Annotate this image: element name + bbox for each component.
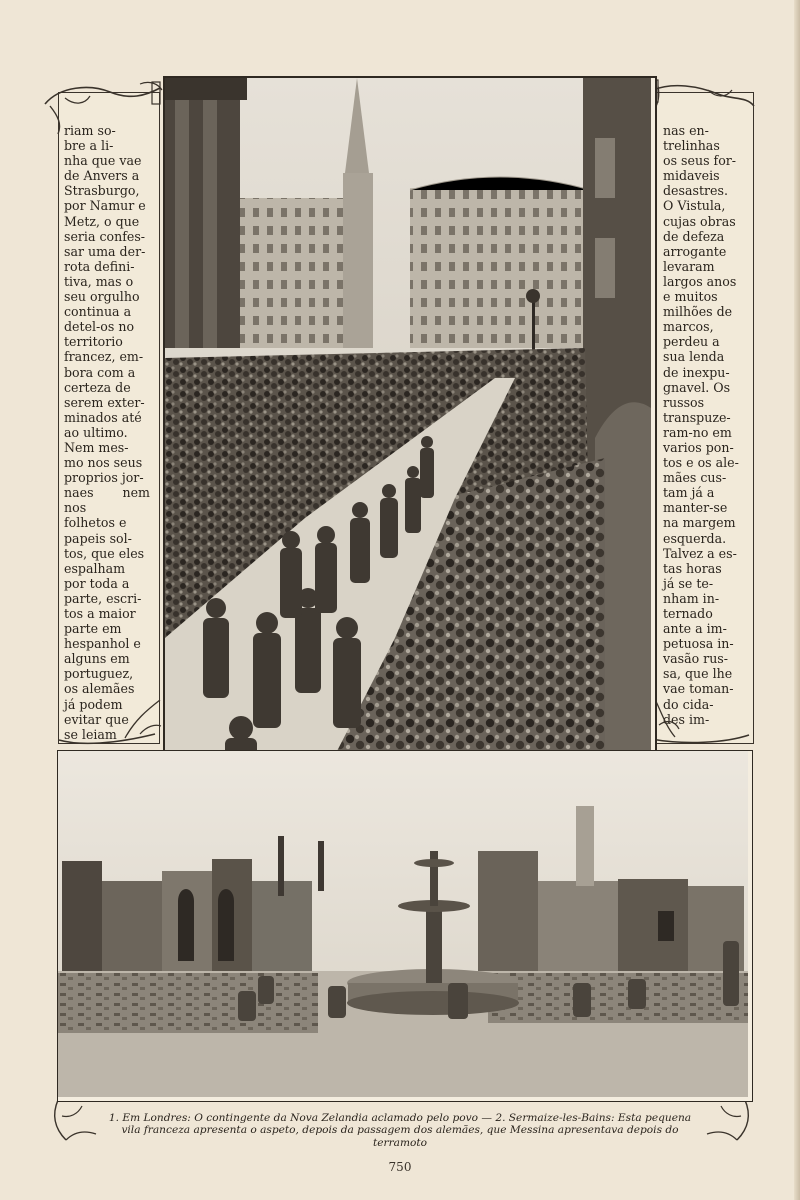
right-column-text: nas en- trelinhas os seus for- midaveis desastres. O Vistula, cujas obras de defeza arrogante levaram largos anos e muitos milhões de marcos, perdeu a sua lenda de inexpu- gnavel. Os russos transpuze- ram-no em varios pon- tos e os ale- mães cus- tam já a manter-se na margem esquerda. Talvez a es- tas horas já se te- nham in- ternado ante a im- petuosa in- vasão rus- sa, que lhe vae toman- do cida- des im- (663, 123, 739, 727)
ornament-top-right-icon (648, 76, 758, 126)
ornament-mid-right-icon (645, 685, 755, 750)
ornament-bottom-right-icon (695, 1096, 755, 1146)
right-text-column (652, 92, 754, 744)
ornament-mid-left-icon (55, 690, 165, 750)
left-column-text: riam so- bre a li- nha que vae de Anvers a Strasburgo, por Namur e Metz, o que seria confes- sar uma der- rota defini- tiva, mas o seu orgulho continua a detel-os no territorio francez, em- bora com a certeza de serem exter- minados até ao ultimo. Nem mes- mo nos seus proprios jor- naes nem nos folhetos e papeis sol- tos, que eles espalham por toda a parte, escri- tos a maior parte em hespanhol e alguns em portuguez, os alemães já podem evitar que se leiam (64, 123, 150, 742)
parade-scene-illustration (165, 78, 651, 794)
ornament-bottom-left-icon (48, 1096, 108, 1146)
page-number: 750 (388, 1160, 412, 1174)
left-text-column (58, 92, 160, 744)
london-parade-photo (163, 76, 657, 800)
page-edge (794, 0, 800, 1200)
photo-caption: 1. Em Londres: O contingente da Nova Zelandia aclamado pelo povo — 2. Sermaize-les-Bains: Esta pequena vila franceza apresenta o aspeto, depois da passagem dos alemães, que Messina apresentava depois do terramoto (108, 1112, 692, 1149)
ornament-top-left-icon (40, 76, 165, 136)
sermaize-ruins-photo (57, 750, 753, 1102)
ruins-scene-illustration (58, 751, 748, 1097)
